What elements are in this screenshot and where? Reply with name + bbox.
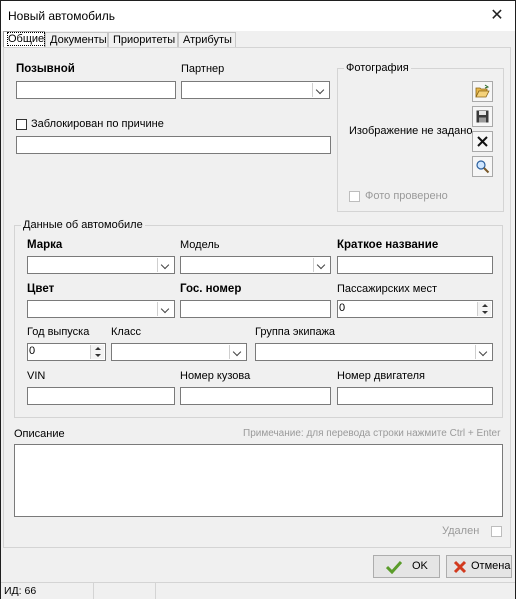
engine-number-input[interactable] [337, 387, 493, 405]
zoom-photo-button[interactable] [472, 156, 493, 177]
plate-label: Гос. номер [180, 283, 242, 295]
year-value: 0 [29, 345, 36, 357]
chevron-down-icon[interactable] [157, 302, 173, 316]
color-label: Цвет [27, 283, 55, 295]
window-title: Новый автомобиль [8, 9, 115, 23]
tab-documents[interactable]: Документы [45, 32, 108, 47]
photo-group-title: Фотография [346, 62, 409, 74]
open-photo-button[interactable] [472, 81, 493, 102]
tab-attributes[interactable]: Атрибуты [178, 32, 236, 47]
save-photo-button[interactable] [472, 106, 493, 127]
seats-label: Пассажирских мест [337, 283, 437, 295]
deleted-checkbox[interactable] [491, 526, 502, 537]
tab-general[interactable]: Общие [3, 31, 45, 48]
zoom-icon [475, 159, 490, 174]
color-select[interactable] [27, 300, 175, 318]
year-label: Год выпуска [27, 326, 90, 338]
status-cell-empty [94, 583, 156, 599]
crew-group-label: Группа экипажа [255, 326, 336, 338]
year-stepper[interactable] [27, 343, 106, 361]
crew-group-select[interactable] [255, 343, 493, 361]
tab-panel-general [3, 47, 511, 548]
vin-input[interactable] [27, 387, 175, 405]
vin-label: VIN [27, 370, 46, 382]
ok-label: OK [412, 560, 428, 572]
close-icon[interactable]: ✕ [490, 7, 504, 24]
status-cell-empty [156, 583, 515, 599]
description-hint: Примечание: для перевода строки нажмите Ctrl + Enter [243, 428, 501, 439]
blocked-label: Заблокирован по причине [31, 118, 164, 130]
chevron-down-icon[interactable] [313, 258, 329, 272]
chevron-down-icon[interactable] [312, 83, 328, 97]
spin-arrows-icon[interactable] [477, 302, 491, 316]
callsign-input[interactable] [16, 81, 176, 99]
seats-stepper[interactable] [337, 300, 493, 318]
delete-photo-button[interactable] [472, 131, 493, 152]
short-name-input[interactable] [337, 256, 493, 274]
plate-input[interactable] [180, 300, 331, 318]
status-id: ИД: 66 [1, 583, 94, 599]
body-number-label: Номер кузова [180, 370, 251, 382]
chevron-down-icon[interactable] [475, 345, 491, 359]
description-textarea[interactable] [14, 444, 503, 517]
tab-priorities[interactable]: Приоритеты [108, 32, 178, 47]
cancel-label: Отмена [471, 560, 511, 572]
blocked-checkbox[interactable] [16, 119, 27, 130]
photo-verified-label: Фото проверено [365, 190, 448, 202]
class-label: Класс [111, 326, 141, 338]
blocked-reason-input[interactable] [16, 136, 331, 154]
checkmark-icon [386, 560, 402, 574]
callsign-label: Позывной [16, 63, 75, 75]
partner-select[interactable] [181, 81, 330, 99]
body-number-input[interactable] [180, 387, 331, 405]
brand-label: Марка [27, 239, 63, 251]
chevron-down-icon[interactable] [229, 345, 245, 359]
no-image-text: Изображение не задано [349, 125, 473, 137]
title-bar [1, 1, 515, 31]
partner-label: Партнер [181, 63, 225, 75]
chevron-down-icon[interactable] [157, 258, 173, 272]
short-name-label: Краткое название [337, 239, 439, 251]
save-icon [475, 109, 490, 124]
brand-select[interactable] [27, 256, 175, 274]
vehicle-data-group [14, 219, 503, 418]
deleted-label: Удален [442, 525, 480, 537]
model-label: Модель [180, 239, 220, 251]
description-label: Описание [14, 428, 65, 440]
spin-arrows-icon[interactable] [90, 345, 104, 359]
class-select[interactable] [111, 343, 247, 361]
cancel-cross-icon [453, 560, 467, 574]
photo-verified-checkbox[interactable] [349, 191, 360, 202]
model-select[interactable] [180, 256, 331, 274]
vehicle-group-title: Данные об автомобиле [23, 219, 143, 231]
delete-icon [475, 134, 490, 149]
ok-button[interactable] [373, 555, 440, 578]
engine-number-label: Номер двигателя [337, 370, 426, 382]
photo-group [337, 62, 504, 212]
seats-value: 0 [339, 302, 346, 314]
status-bar [1, 582, 515, 599]
open-folder-icon [475, 84, 490, 99]
cancel-button[interactable] [446, 555, 512, 578]
